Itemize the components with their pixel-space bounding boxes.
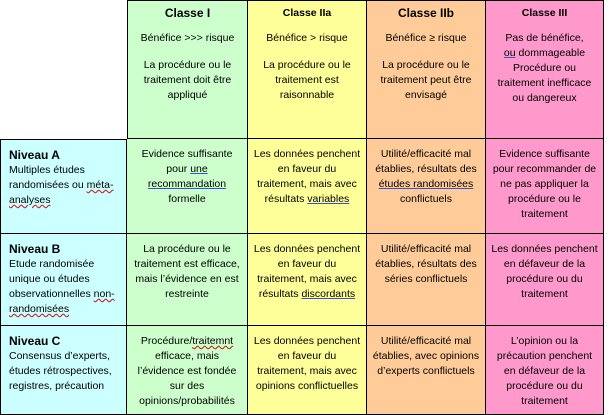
header-classe-iib — [367, 0, 486, 139]
niveau-c-title: Niveau C — [9, 334, 61, 348]
cell-c-classe-i: Procédure/traitemnt efficace, mais l’évidence est fondée sur des opinions/probabilités — [127, 326, 248, 415]
classe-iii-title: Classe III — [521, 7, 568, 19]
cell-c-classe-iii: L’opinion ou la précaution penchent en défaveur de la procédure ou du traitement — [486, 326, 604, 415]
row-niveau-b-header — [0, 234, 127, 326]
empty-corner — [0, 0, 127, 139]
classe-i-desc: La procédure ou le traitement doit être appliqué — [143, 59, 232, 101]
row-niveau-c-header — [0, 326, 127, 415]
niveau-b-desc: Etude randomisée unique ou études observationnelles non-randomisées — [9, 258, 115, 315]
classe-iib-title: Classe IIb — [397, 6, 455, 20]
classe-iia-desc: La procédure ou le traitement est raisonnable — [263, 59, 351, 101]
row-niveau-a-header — [0, 139, 127, 234]
classe-iii-balance: Pas de bénéfice, ou dommageable — [503, 32, 586, 59]
cell-b-classe-iia: Les données penchent en faveur du traitement, mais avec résultats discordants — [248, 234, 367, 326]
niveau-b-title: Niveau B — [9, 242, 61, 256]
cell-a-classe-iia: Les données penchent en faveur du traitement, mais avec résultats variables — [248, 139, 367, 234]
classe-i-balance: Bénéfice >>> risque — [140, 32, 235, 44]
cell-a-classe-i: Evidence suffisante pour une recommandation formelle — [127, 139, 248, 234]
cell-b-classe-iib: Utilité/efficacité mal établies, résultats des séries conflictuels — [367, 234, 486, 326]
classe-iib-balance: Bénéfice ≥ risque — [385, 32, 467, 44]
cell-a-classe-iib: Utilité/efficacité mal établies, résultats des études randomisées conflictuels — [367, 139, 486, 234]
classe-iia-title: Classe IIa — [282, 7, 332, 19]
niveau-a-desc: Multiples études randomisées ou méta-analyses — [9, 164, 114, 206]
cell-b-classe-i: La procédure ou le traitement est efficace, mais l’évidence en est restreinte — [127, 234, 248, 326]
classe-iia-balance: Bénéfice > risque — [266, 32, 348, 44]
cell-c-classe-iia: Les données penchent en faveur du traitement, mais avec opinions conflictuelles — [248, 326, 367, 415]
classe-i-title: Classe I — [164, 6, 211, 20]
classe-iib-desc: La procédure ou le traitement peut être envisagé — [380, 59, 472, 101]
niveau-c-desc: Consensus d’experts, études rétrospectives, registres, précaution — [9, 350, 112, 392]
cell-c-classe-iib: Utilité/efficacité mal établies, avec opinions d’experts conflictuels — [367, 326, 486, 415]
header-classe-i — [127, 0, 248, 139]
cell-b-classe-iii: Les données penchent en défaveur de la procédure ou du traitement — [486, 234, 604, 326]
cell-a-classe-iii: Evidence suffisante pour recommander de ne pas appliquer la procédure ou le traitement — [486, 139, 604, 234]
header-classe-iii — [486, 0, 604, 139]
classe-iii-desc: Procédure ou traitement inefficace ou dangereux — [497, 62, 592, 104]
header-classe-iia — [248, 0, 367, 139]
niveau-a-title: Niveau A — [9, 148, 60, 162]
